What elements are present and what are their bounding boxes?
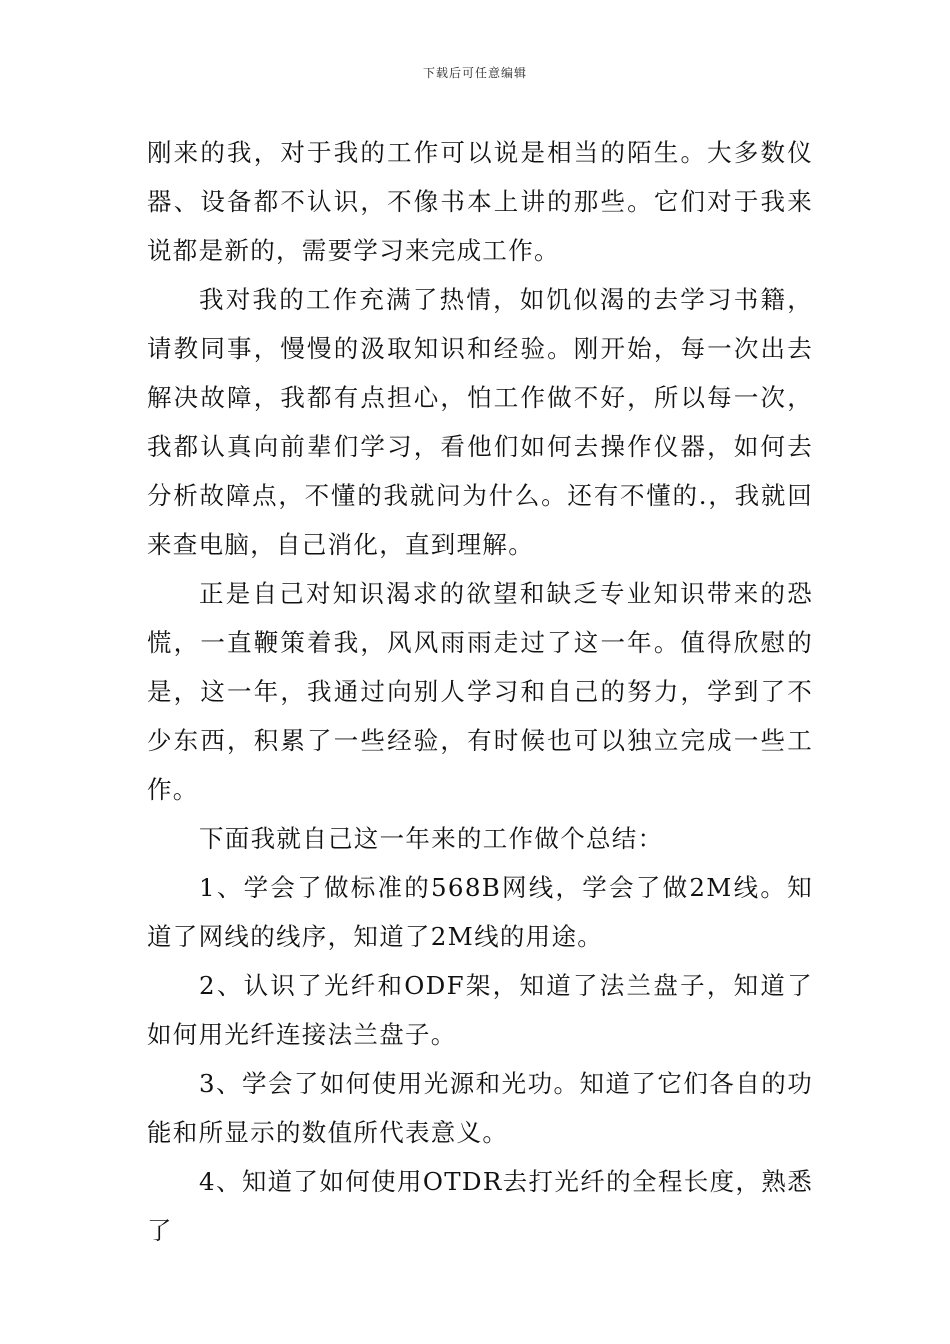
list-item-2: 2、认识了光纤和ODF架，知道了法兰盘子，知道了如何用光纤连接法兰盘子。 (147, 971, 813, 1049)
list-item-4: 4、知道了如何使用OTDR去打光纤的全程长度，熟悉了 (147, 1167, 813, 1245)
list-item-1: 1、学会了做标准的568B网线，学会了做2M线。知道了网线的线序，知道了2M线的用途。 (147, 873, 813, 951)
list-item-3: 3、学会了如何使用光源和光功。知道了它们各自的功能和所显示的数值所代表意义。 (147, 1069, 813, 1147)
paragraph-2: 我对我的工作充满了热情，如饥似渴的去学习书籍，请教同事，慢慢的汲取知识和经验。刚开始，每一次出去解决故障，我都有点担心，怕工作做不好，所以每一次，我都认真向前辈们学习，看他们如何去操作仪器，如何去分析故障点，不懂的我就问为什么。还有不懂的.，我就回来查电脑，自己消化，直到理解。 (147, 285, 813, 559)
document-body (147, 128, 813, 1255)
paragraph-3: 正是自己对知识渴求的欲望和缺乏专业知识带来的恐慌，一直鞭策着我，风风雨雨走过了这一年。值得欣慰的是，这一年，我通过向别人学习和自己的努力，学到了不少东西，积累了一些经验，有时候也可以独立完成一些工作。 (147, 579, 813, 804)
paragraph-1: 刚来的我，对于我的工作可以说是相当的陌生。大多数仪器、设备都不认识，不像书本上讲的那些。它们对于我来说都是新的，需要学习来完成工作。 (147, 138, 813, 265)
paragraph-4: 下面我就自己这一年来的工作做个总结： (199, 824, 664, 853)
page-header: 下载后可任意编辑 (422, 66, 527, 80)
